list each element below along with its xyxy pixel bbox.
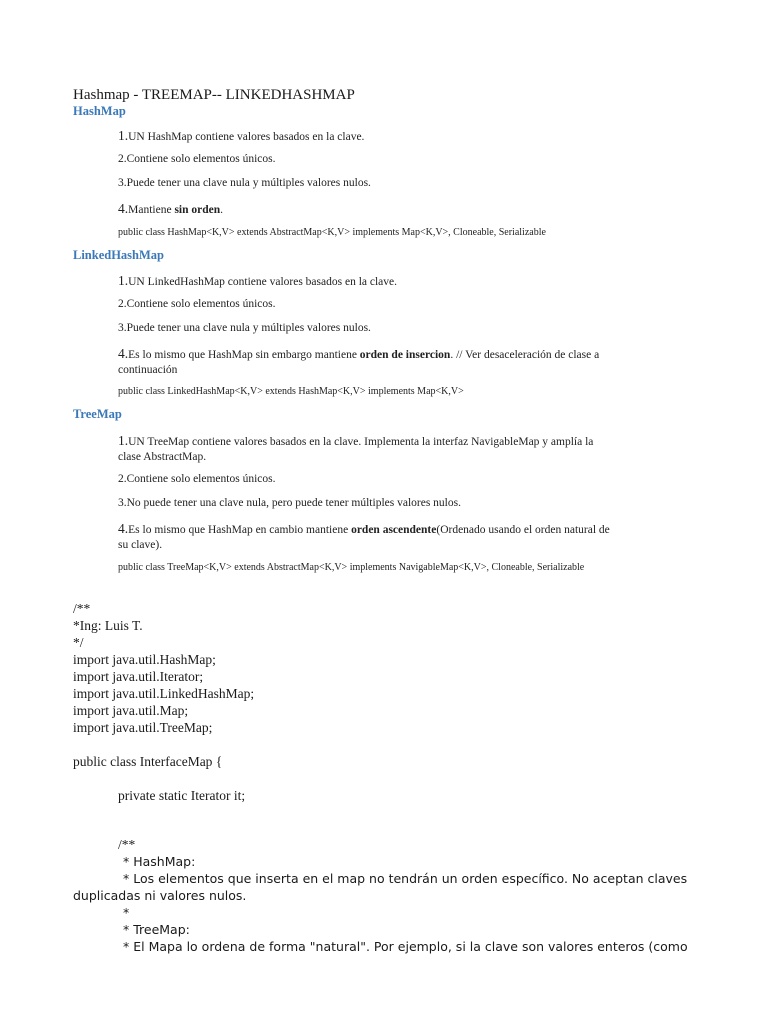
- class-declaration: public class HashMap<K,V> extends AbstractMap<K,V> implements Map<K,V>, Cloneable, Serializable: [118, 227, 546, 238]
- item-number: 1.: [118, 128, 129, 143]
- list-item: [118, 201, 698, 218]
- item-text: No puede tener una clave nula, pero puede tener múltiples valores nulos.: [126, 497, 461, 509]
- item-emphasis: sin orden: [174, 204, 221, 216]
- list-item: [118, 472, 698, 487]
- code-comment-close: */: [73, 635, 84, 650]
- list-item: [118, 152, 698, 167]
- code-import-line: import java.util.HashMap;: [73, 652, 216, 667]
- item-text-continuation: clase AbstractMap.: [118, 451, 207, 463]
- code-doc-open: /**: [118, 837, 136, 852]
- list-item: [118, 433, 698, 465]
- item-number: 3.: [118, 322, 127, 334]
- item-number: 4.: [118, 201, 129, 216]
- code-import-line: import java.util.Map;: [73, 703, 189, 718]
- code-import-line: import java.util.Iterator;: [73, 669, 204, 684]
- list-item: [118, 321, 698, 336]
- list-item: [118, 346, 698, 378]
- item-text: Es lo mismo que HashMap sin embargo mantiene: [128, 349, 360, 361]
- code-doc-line: * El Mapa lo ordena de forma "natural". Por ejemplo, si la clave son valores enteros (como: [123, 939, 688, 954]
- list-item: [118, 496, 698, 511]
- code-doc-line: *: [123, 905, 130, 920]
- code-import-line: import java.util.LinkedHashMap;: [73, 686, 255, 701]
- item-text: Contiene solo elementos únicos.: [126, 153, 276, 165]
- code-author-line: *Ing: Luis T.: [73, 618, 143, 633]
- item-text: UN LinkedHashMap contiene valores basados en la clave.: [128, 276, 398, 288]
- item-number: 1.: [118, 273, 129, 288]
- class-declaration: public class TreeMap<K,V> extends AbstractMap<K,V> implements NavigableMap<K,V>, Cloneable, Serializable: [118, 562, 585, 573]
- item-text-continuation: continuación: [118, 364, 178, 376]
- code-import-line: import java.util.TreeMap;: [73, 720, 213, 735]
- list-item: [118, 297, 698, 312]
- code-doc-line: * Los elementos que inserta en el map no tendrán un orden específico. No aceptan claves: [123, 871, 688, 886]
- item-number: 2.: [118, 153, 127, 165]
- code-doc-line: * TreeMap:: [123, 922, 190, 937]
- code-class-declaration: public class InterfaceMap {: [73, 754, 223, 769]
- item-text: Puede tener una clave nula y múltiples valores nulos.: [126, 177, 371, 189]
- code-doc-line: * HashMap:: [123, 854, 196, 869]
- item-text: UN TreeMap contiene valores basados en la clave. Implementa la interfaz NavigableMap y amplía la: [128, 436, 594, 448]
- item-text-continuation: su clave).: [118, 539, 163, 551]
- document-title: Hashmap - TREEMAP-- LINKEDHASHMAP: [73, 87, 355, 103]
- list-item: [118, 521, 698, 553]
- code-comment-open: /**: [73, 601, 91, 616]
- item-text: Contiene solo elementos únicos.: [126, 473, 276, 485]
- list-item: [118, 273, 698, 290]
- list-item: [118, 176, 698, 191]
- item-number: 4.: [118, 521, 129, 536]
- item-text: Es lo mismo que HashMap en cambio mantiene: [128, 524, 352, 536]
- item-text-end: .: [220, 204, 224, 216]
- item-number: 4.: [118, 346, 129, 361]
- item-text-end: (Ordenado usando el orden natural de: [436, 524, 610, 536]
- code-field-declaration: private static Iterator it;: [118, 788, 246, 803]
- item-number: 3.: [118, 497, 127, 509]
- section-heading-treemap: TreeMap: [73, 407, 122, 421]
- item-number: 3.: [118, 177, 127, 189]
- item-text: Puede tener una clave nula y múltiples valores nulos.: [126, 322, 371, 334]
- section-heading-linkedhashmap: LinkedHashMap: [73, 248, 165, 262]
- item-number: 2.: [118, 298, 127, 310]
- section-heading-hashmap: HashMap: [73, 104, 126, 118]
- item-number: 2.: [118, 473, 127, 485]
- list-item: [118, 128, 698, 145]
- item-text-end: . // Ver desaceleración de clase a: [450, 349, 600, 361]
- item-number: 1.: [118, 433, 129, 448]
- item-text: Contiene solo elementos únicos.: [126, 298, 276, 310]
- code-doc-line: duplicadas ni valores nulos.: [73, 888, 247, 903]
- item-emphasis: orden ascendente: [351, 524, 437, 536]
- item-emphasis: orden de insercion: [359, 349, 451, 361]
- item-text: Mantiene: [128, 204, 175, 216]
- item-text: UN HashMap contiene valores basados en la clave.: [128, 131, 365, 143]
- class-declaration: public class LinkedHashMap<K,V> extends HashMap<K,V> implements Map<K,V>: [118, 386, 464, 397]
